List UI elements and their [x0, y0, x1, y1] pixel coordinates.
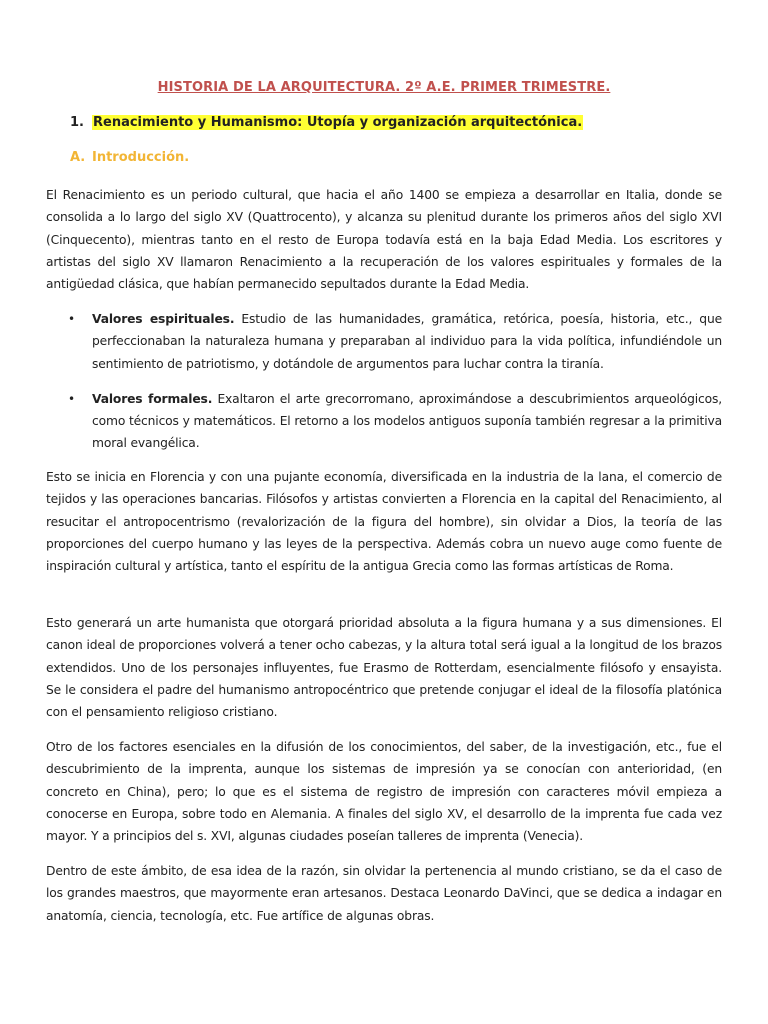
section-title-highlighted: Renacimiento y Humanismo: Utopía y organización arquitectónica. [93, 115, 583, 130]
paragraph-arte-humanista: Esto generará un arte humanista que otorgará prioridad absoluta a la figura humana y a sus dimensiones. El canon ideal de proporciones volverá a tener ocho cabezas, y la altura total será igual a la longitud de los brazos extendidos. Uno de los personajes influyentes, fue Erasmo de Rotterdam, esencialmente filósofo y ensayista. Se le considera el padre del humanismo antropocéntrico que pretende conjugar el ideal de la filosofía platónica con el pensamiento religioso cristiano. [46, 616, 722, 720]
subsection-title: Introducción. [92, 150, 190, 165]
section-heading [70, 115, 583, 130]
paragraph-imprenta: Otro de los factores esenciales en la difusión de los conocimientos, del saber, de la investigación, etc., fue el descubrimiento de la imprenta, aunque los sistemas de impresión ya se conocían con anterioridad, (en concreto en China), pero; lo que es el sistema de registro de impresión con caracteres móvil empieza a conocerse en Europa, sobre todo en Alemania. A finales del siglo XV, el desarrollo de la imprenta fue cada vez mayor. Y a principios del s. XVI, algunas ciudades poseían talleres de imprenta (Venecia). [46, 740, 722, 844]
bullet-text: Estudio de las humanidades, gramática, retórica, poesía, historia, etc., que perfeccionaban la naturaleza humana y preparaban al individuo para la vida política, infundiéndole un sentimiento de patriotismo, y dotándole de argumentos para luchar contra la tiranía. [92, 312, 723, 371]
bullet-dot-icon: • [68, 312, 75, 326]
bullet-term: Valores espirituales. [92, 312, 235, 326]
paragraph-florencia: Esto se inicia en Florencia y con una pujante economía, diversificada en la industria de la lana, el comercio de tejidos y las operaciones bancarias. Filósofos y artistas convierten a Florencia en la capital del Renacimiento, al resucitar el antropocentrismo (revalorización de la figura del hombre), sin olvidar a Dios, la teoría de las proporciones del cuerpo humano y las leyes de la perspectiva. Además cobra un nuevo auge como fuente de inspiración cultural y artística, tanto el espíritu de la antigua Grecia como las formas artísticas de Roma. [46, 470, 722, 574]
section-number: 1. [70, 115, 84, 130]
bullet-item-formal-values [46, 388, 722, 455]
bullet-item-spiritual-values [46, 308, 722, 375]
subsection-letter: A. [70, 150, 86, 165]
values-bullet-list [46, 308, 722, 455]
subsection-heading [70, 150, 189, 165]
bullet-dot-icon: • [68, 391, 75, 406]
document-title: HISTORIA DE LA ARQUITECTURA. 2º A.E. PRIMER TRIMESTRE. [157, 80, 611, 95]
intro-paragraph: El Renacimiento es un periodo cultural, que hacia el año 1400 se empieza a desarrollar en Italia, donde se consolida a lo largo del siglo XV (Quattrocento), y alcanza su plenitud durante los primeros años del siglo XVI (Cinquecento), mientras tanto en el resto de Europa todavía está en la baja Edad Media. Los escritores y artistas del siglo XV llamaron Renacimiento a la recuperación de los valores espirituales y formales de la antigüedad clásica, que habían permanecido sepultados durante la Edad Media. [46, 188, 722, 292]
paragraph-grandes-maestros: Dentro de este ámbito, de esa idea de la razón, sin olvidar la pertenencia al mundo cristiano, se da el caso de los grandes maestros, que mayormente eran artesanos. Destaca Leonardo DaVinci, que se dedica a indagar en anatomía, ciencia, tecnología, etc. Fue artífice de algunas obras. [46, 864, 722, 923]
bullet-text: Exaltaron el arte grecorromano, aproximándose a descubrimientos arqueológicos, como técnicos y matemáticos. El retorno a los modelos antiguos suponía también regresar a la primitiva moral evangélica. [92, 391, 723, 451]
bullet-term: Valores formales. [92, 391, 213, 406]
